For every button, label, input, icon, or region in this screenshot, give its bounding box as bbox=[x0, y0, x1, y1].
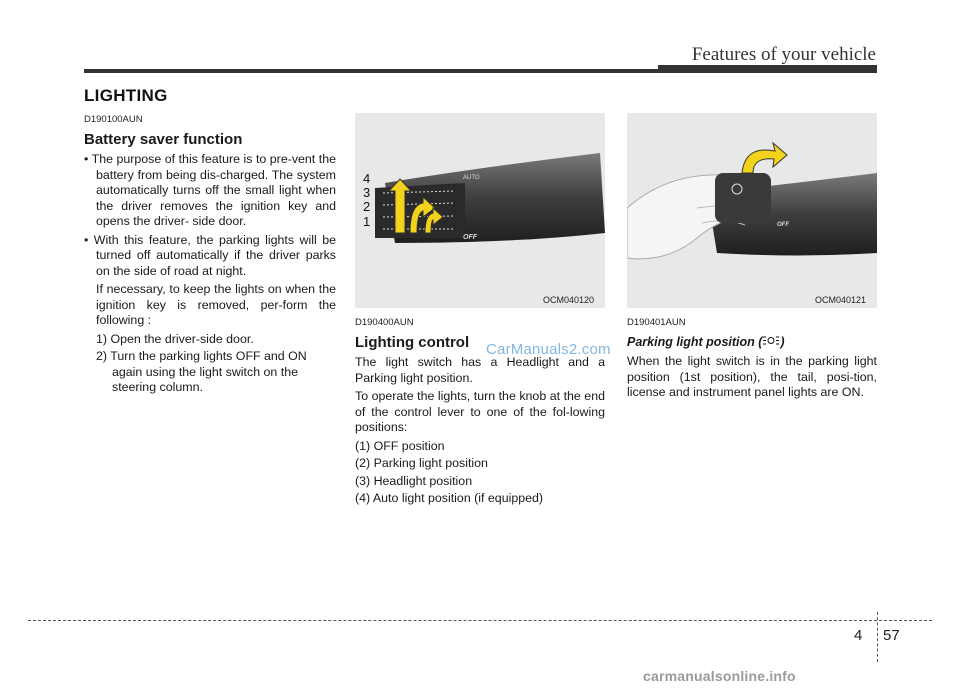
paragraph-operate-lights: To operate the lights, turn the knob at the end of the control lever to one of the fol-lowing positions: bbox=[355, 389, 605, 434]
bullet-parking-lights: • With this feature, the parking lights will be turned off automatically if the driver parks on the side of road at night. bbox=[84, 232, 336, 278]
position-number-3: 3 bbox=[363, 185, 371, 200]
column-battery-saver bbox=[84, 112, 336, 398]
off-label: OFF bbox=[463, 234, 477, 241]
column-parking-light bbox=[627, 315, 877, 404]
list-item: (1) OFF position bbox=[355, 438, 445, 453]
heading-lighting-control: Lighting control bbox=[355, 333, 470, 351]
step-1: 1) Open the driver-side door. bbox=[96, 331, 254, 346]
footer-rule bbox=[28, 620, 932, 621]
running-header: Features of your vehicle bbox=[691, 44, 876, 65]
hand-turning-switch-illustration bbox=[627, 113, 877, 308]
heading-battery-saver: Battery saver function bbox=[84, 130, 243, 148]
paragraph-parking-light: When the light switch is in the parking light position (1st position), the tail, posi-tion, license and instrument panel lights are ON. bbox=[627, 354, 877, 399]
list-item: (4) Auto light position (if equipped) bbox=[355, 491, 544, 505]
chapter-number: 4 bbox=[854, 627, 863, 644]
section-code: D190401AUN bbox=[627, 317, 686, 328]
footer-divider bbox=[877, 612, 878, 662]
section-code: D190400AUN bbox=[355, 317, 414, 328]
position-number-4: 4 bbox=[363, 171, 371, 186]
paragraph-keep-lights: If necessary, to keep the lights on when the ignition key is removed, per-form the following : bbox=[96, 282, 336, 327]
off-label: OFF bbox=[777, 222, 789, 228]
watermark-text: CarManuals2.com bbox=[486, 341, 611, 358]
page-number: 57 bbox=[883, 627, 900, 644]
section-code: D190100AUN bbox=[84, 114, 143, 125]
light-switch-illustration bbox=[355, 113, 605, 308]
position-number-1: 1 bbox=[363, 214, 371, 229]
figure-light-switch-positions bbox=[355, 113, 605, 308]
paragraph-switch-positions: The light switch has a Headlight and a Parking light position. bbox=[355, 355, 605, 385]
list-item: (3) Headlight position bbox=[355, 473, 473, 488]
position-number-2: 2 bbox=[363, 199, 371, 214]
heading-parking-light-position: Parking light position ( ) bbox=[627, 334, 785, 349]
figure-caption: OCM040121 bbox=[815, 295, 867, 305]
figure-caption: OCM040120 bbox=[543, 295, 595, 305]
step-2: 2) Turn the parking lights OFF and ON again using the light switch on the steering column. bbox=[96, 349, 307, 394]
watermark-footer: carmanualsonline.info bbox=[643, 668, 796, 684]
auto-label: AUTO bbox=[463, 175, 480, 181]
positions-list bbox=[355, 439, 605, 507]
section-title: LIGHTING bbox=[84, 86, 168, 105]
figure-parking-light-switch bbox=[627, 113, 877, 308]
parking-light-icon bbox=[762, 335, 780, 349]
bullet-purpose: • The purpose of this feature is to pre-vent the battery from being dis-charged. The system automatically turns off the small light when the driver removes the ignition key and opens the driver- side door. bbox=[84, 152, 336, 228]
header-rule-accent bbox=[658, 65, 877, 73]
list-item: (2) Parking light position bbox=[355, 456, 488, 470]
